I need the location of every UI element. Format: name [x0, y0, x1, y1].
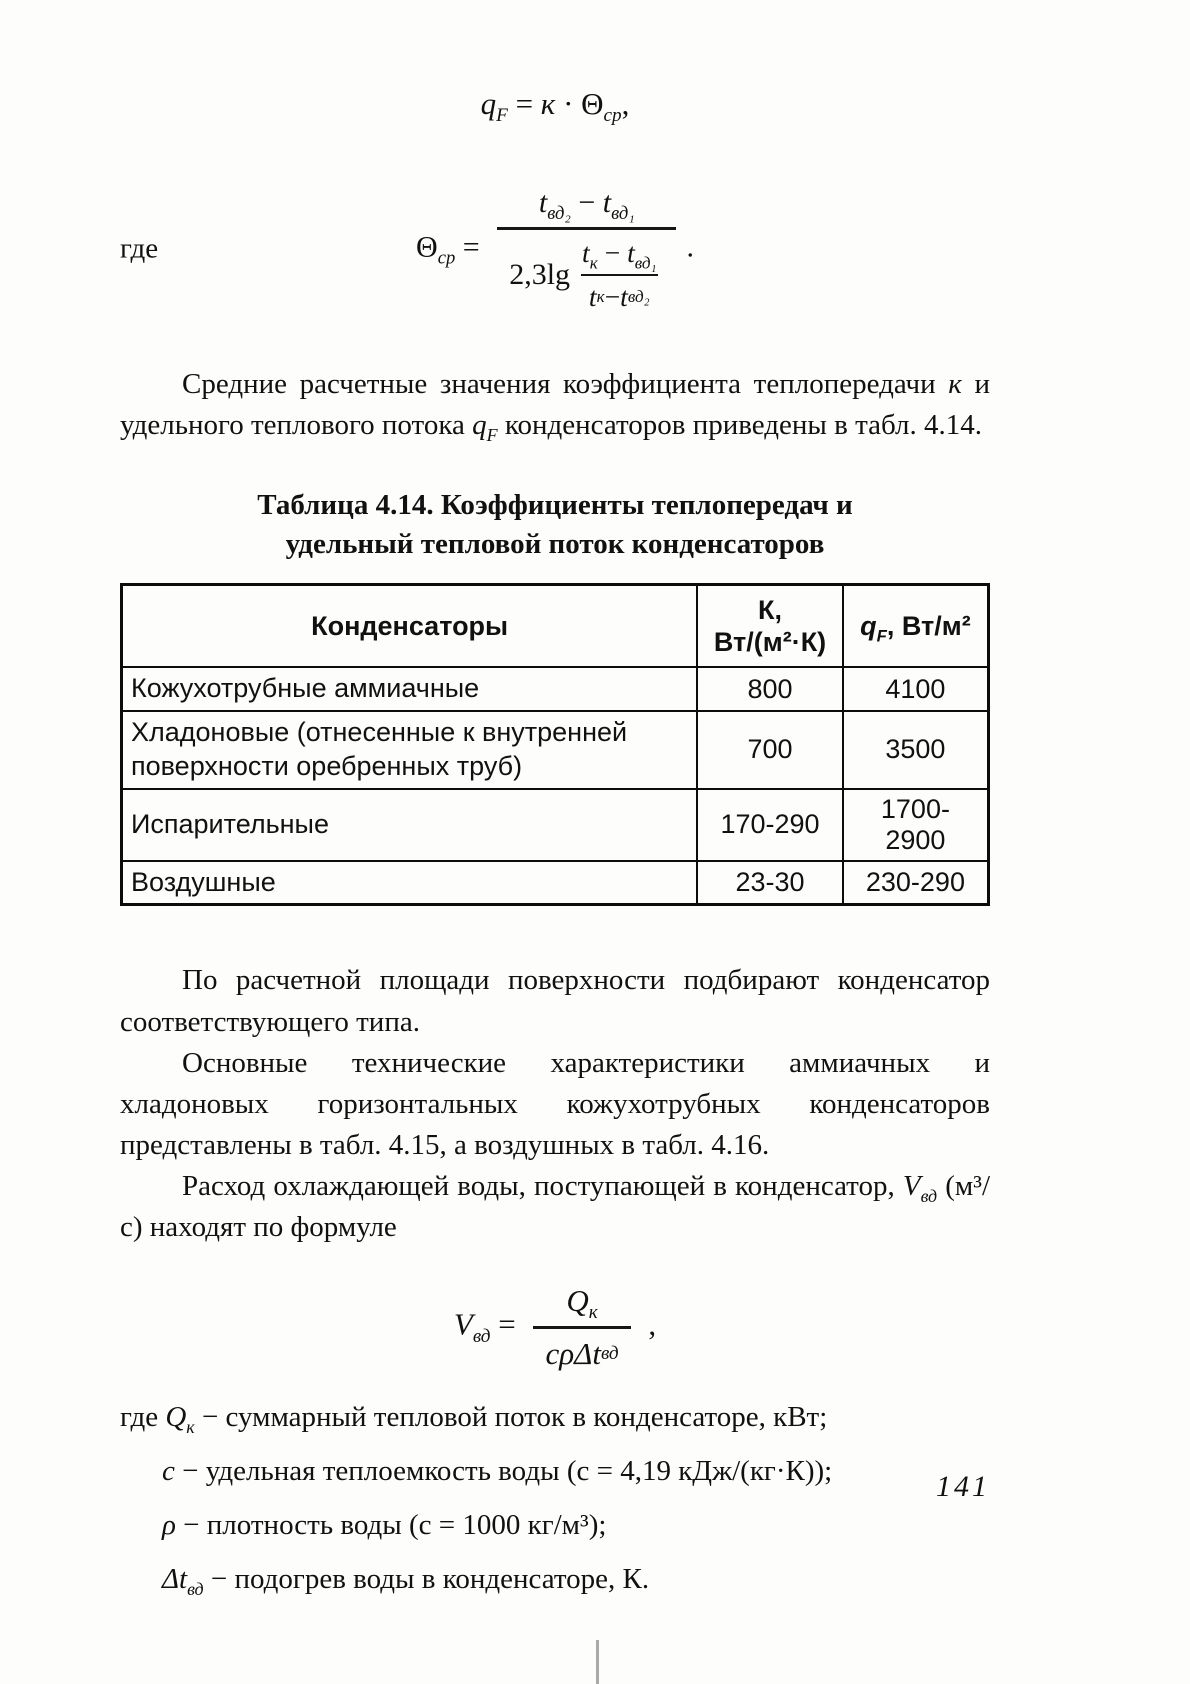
kappa-symbol: к — [948, 368, 962, 400]
equals-sign: = — [507, 86, 541, 121]
t-symbol: t — [538, 185, 548, 219]
table-caption — [120, 486, 990, 564]
v-sub: вд — [472, 1325, 491, 1347]
dot-operator: · — [555, 86, 582, 121]
definition-text: − удельная теплоемкость воды (с = 4,19 кДж/(кг·К)); — [174, 1454, 833, 1487]
t-sub: вд₁ — [634, 253, 657, 273]
paragraph-text: и удельного теплового потока — [120, 368, 990, 442]
definition-item — [162, 1506, 990, 1545]
page-number: 141 — [936, 1470, 990, 1503]
comma: , — [640, 1306, 657, 1342]
table-row — [122, 667, 989, 711]
definition-text: − суммарный тепловой поток в конденсаторе, кВт; — [194, 1400, 828, 1433]
table-caption-line1: Таблица 4.14. Коэффициенты теплопередач и — [257, 489, 853, 522]
t-sub: к — [589, 253, 598, 273]
period: . — [686, 229, 694, 263]
definition-item — [120, 1398, 990, 1437]
cell-condenser-type: Хладоновые (отнесенные к внутренней поверхности оребренных труб) — [122, 711, 698, 789]
cell-q-value: 3500 — [843, 711, 989, 789]
where-label: где — [120, 1400, 166, 1433]
comma: , — [621, 86, 630, 121]
t-sub: вд₁ — [611, 202, 635, 224]
cell-k-value: 700 — [697, 711, 843, 789]
condensers-table — [120, 583, 990, 907]
paragraph-intro — [120, 364, 990, 446]
q-sub: к — [186, 1416, 195, 1437]
v-numerator — [554, 1283, 609, 1326]
formula-v — [120, 1283, 990, 1372]
q-sub: F — [876, 626, 887, 646]
t-symbol: t — [582, 236, 590, 268]
cell-condenser-type: Испарительные — [122, 789, 698, 861]
cell-condenser-type: Воздушные — [122, 861, 698, 905]
q-symbol: Q — [165, 1400, 187, 1433]
col-header-q — [843, 584, 989, 667]
delta-t-sub: вд — [187, 1578, 204, 1599]
definitions-list — [120, 1398, 990, 1600]
paragraph-characteristics: Основные технические характеристики аммиачных и хладоновых горизонтальных кожухотрубных конденсаторов представлены в табл. 4.15, а воздушных в табл. 4.16. — [120, 1046, 990, 1162]
theta-sub: ср — [603, 105, 622, 127]
formula-theta — [416, 186, 694, 313]
header-text: Вт/(м²·К) — [713, 627, 827, 658]
definition-item — [162, 1560, 990, 1599]
inner-denominator: t к − t вд₂ — [581, 274, 658, 313]
t-symbol: t — [627, 236, 635, 268]
formula-theta-block — [120, 174, 990, 324]
den-symbols: cρΔt — [545, 1335, 601, 1371]
table-row — [122, 711, 989, 789]
minus-sign: − — [604, 280, 621, 312]
definition-item — [162, 1452, 990, 1491]
header-text: К, — [758, 594, 783, 625]
cell-k-value: 170-290 — [697, 789, 843, 861]
paragraph-text: Средние расчетные значения коэффициента теплопередачи — [182, 368, 949, 400]
outer-fraction — [497, 186, 676, 313]
definition-text: − подогрев воды в конденсаторе, К. — [203, 1563, 650, 1596]
q-symbol: q — [860, 610, 877, 641]
v-denominator: cρΔt вд — [533, 1326, 630, 1372]
inner-numerator — [574, 237, 664, 274]
definition-text: − плотность воды (с = 1000 кг/м³); — [175, 1508, 607, 1541]
theta-sub: ср — [437, 246, 456, 268]
cell-q-value: 1700-2900 — [843, 789, 989, 861]
scan-artifact-line — [596, 1640, 599, 1684]
paragraph-selection: По расчетной площади поверхности подбирают конденсатор соответствующего типа. — [120, 964, 990, 1038]
t-sub: вд₂ — [547, 202, 571, 224]
v-sub: вд — [920, 1186, 938, 1207]
outer-denominator — [497, 227, 676, 313]
table-row — [122, 789, 989, 861]
paragraph-flow-rate — [120, 1166, 990, 1248]
theta-symbol: Θ — [581, 86, 604, 121]
q-sub: F — [486, 424, 498, 445]
cell-q-value: 4100 — [843, 667, 989, 711]
log-coefficient: 2,3lg — [509, 257, 571, 291]
theta-symbol: Θ — [416, 229, 438, 263]
paragraph-text: конденсаторов приведены в табл. 4.14. — [497, 409, 982, 442]
cell-k-value: 23-30 — [697, 861, 843, 905]
equals-sign: = — [455, 229, 488, 263]
paragraph-text: Расход охлаждающей воды, поступающей в конденсатор, — [182, 1170, 903, 1203]
q-sub: к — [588, 1301, 598, 1323]
kappa-symbol: к — [540, 86, 556, 121]
inner-fraction — [574, 237, 664, 313]
q-symbol: Q — [566, 1282, 589, 1318]
table-row — [122, 861, 989, 905]
minus-sign: − — [570, 185, 603, 219]
t-symbol: t — [620, 280, 628, 312]
cell-k-value: 800 — [697, 667, 843, 711]
col-header-k — [697, 584, 843, 667]
minus-sign: − — [597, 236, 628, 268]
formula-qf-lhs-sub: F — [496, 105, 508, 127]
t-symbol: t — [602, 185, 612, 219]
outer-numerator — [527, 186, 647, 227]
cell-q-value: 230-290 — [843, 861, 989, 905]
t-symbol: t — [588, 280, 597, 312]
q-symbol: q — [472, 409, 487, 442]
equals-sign: = — [490, 1306, 524, 1342]
v-symbol: V — [902, 1170, 921, 1203]
header-text: Конденсаторы — [311, 610, 509, 641]
where-label: где — [120, 232, 159, 265]
formula-qf — [120, 86, 990, 127]
formula-qf-lhs: q — [480, 86, 497, 121]
v-symbol: V — [453, 1306, 473, 1342]
table-header-row — [122, 584, 989, 667]
delta-t-symbol: Δt — [162, 1563, 188, 1596]
header-text: , Вт/м² — [886, 610, 971, 641]
c-symbol: с — [162, 1454, 175, 1487]
col-header-condensers — [122, 584, 698, 667]
cell-condenser-type: Кожухотрубные аммиачные — [122, 667, 698, 711]
v-fraction — [533, 1283, 630, 1372]
paragraph-text: (м³/с) находят по формуле — [120, 1170, 990, 1244]
rho-symbol: ρ — [162, 1508, 176, 1541]
table-caption-line2: удельный тепловой поток конденсаторов — [285, 528, 825, 561]
